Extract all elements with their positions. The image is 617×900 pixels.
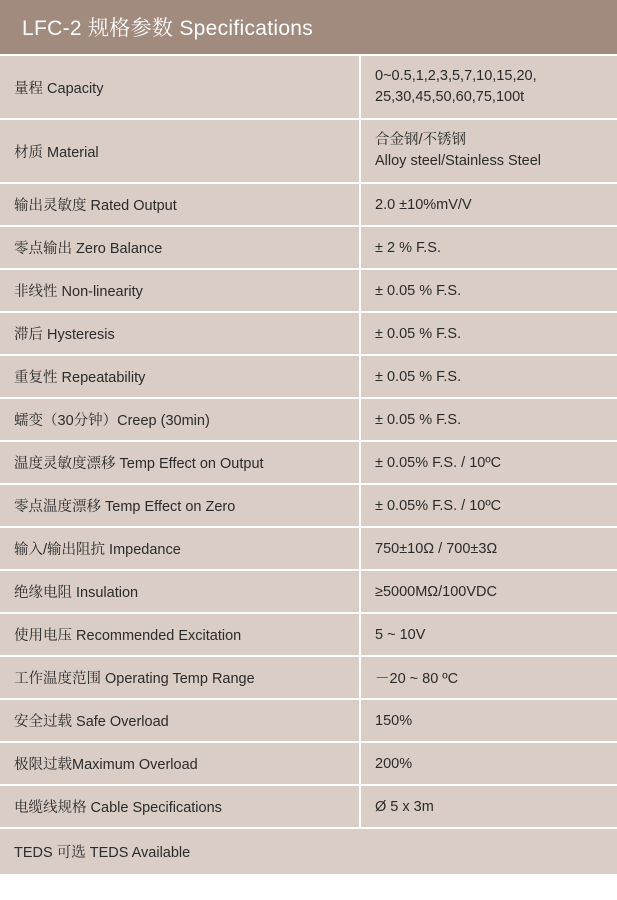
spec-value: 5 ~ 10V	[361, 612, 617, 655]
spec-label: 输出灵敏度 Rated Output	[0, 182, 361, 225]
table-row	[0, 698, 617, 741]
table-row	[0, 54, 617, 118]
table-row	[0, 483, 617, 526]
table-row	[0, 526, 617, 569]
spec-label: 材质 Material	[0, 118, 361, 182]
spec-label: 输入/输出阻抗 Impedance	[0, 526, 361, 569]
spec-label: 绝缘电阻 Insulation	[0, 569, 361, 612]
spec-value: ± 0.05 % F.S.	[361, 268, 617, 311]
spec-value: 750±10Ω / 700±3Ω	[361, 526, 617, 569]
spec-value: ± 0.05% F.S. / 10ºC	[361, 483, 617, 526]
spec-label: 零点输出 Zero Balance	[0, 225, 361, 268]
spec-label: 零点温度漂移 Temp Effect on Zero	[0, 483, 361, 526]
spec-value-line: 合金钢/不锈钢	[375, 132, 467, 149]
table-footer-row	[0, 827, 617, 874]
spec-label: 非线性 Non-linearity	[0, 268, 361, 311]
spec-label: 工作温度范围 Operating Temp Range	[0, 655, 361, 698]
spec-value-line: 0~0.5,1,2,3,5,7,10,15,20,	[375, 68, 537, 84]
table-title-row	[0, 0, 617, 54]
table-row	[0, 612, 617, 655]
table-row	[0, 311, 617, 354]
spec-value-line: 25,30,45,50,60,75,100t	[375, 89, 525, 106]
spec-label: 重复性 Repeatability	[0, 354, 361, 397]
spec-value-line: Alloy steel/Stainless Steel	[375, 153, 542, 170]
table-row	[0, 268, 617, 311]
table-row	[0, 569, 617, 612]
spec-label: 温度灵敏度漂移 Temp Effect on Output	[0, 440, 361, 483]
table-row	[0, 741, 617, 784]
table-row	[0, 118, 617, 182]
spec-value	[361, 118, 617, 182]
spec-value: ± 0.05% F.S. / 10ºC	[361, 440, 617, 483]
spec-label: 滞后 Hysteresis	[0, 311, 361, 354]
spec-label: 极限过载Maximum Overload	[0, 741, 361, 784]
spec-value	[361, 54, 617, 118]
teds-note: TEDS 可选 TEDS Available	[0, 827, 617, 874]
spec-label: 安全过载 Safe Overload	[0, 698, 361, 741]
spec-value: ± 0.05 % F.S.	[361, 354, 617, 397]
table-row	[0, 655, 617, 698]
spec-label: 蠕变（30分钟）Creep (30min)	[0, 397, 361, 440]
spec-value: 2.0 ±10%mV/V	[361, 182, 617, 225]
table-row	[0, 225, 617, 268]
spec-label: 电缆线规格 Cable Specifications	[0, 784, 361, 827]
spec-value: ± 0.05 % F.S.	[361, 311, 617, 354]
spec-value: ≥5000MΩ/100VDC	[361, 569, 617, 612]
spec-value: ± 2 % F.S.	[361, 225, 617, 268]
spec-label: 量程 Capacity	[0, 54, 361, 118]
page-title: LFC-2 规格参数 Specifications	[0, 0, 617, 54]
table-row	[0, 354, 617, 397]
spec-value: ± 0.05 % F.S.	[361, 397, 617, 440]
spec-value: 150%	[361, 698, 617, 741]
spec-label: 使用电压 Recommended Excitation	[0, 612, 361, 655]
spec-value: 200%	[361, 741, 617, 784]
table-row	[0, 397, 617, 440]
spec-value: Ø 5 x 3m	[361, 784, 617, 827]
table-row	[0, 784, 617, 827]
spec-value: －20 ~ 80 ºC	[361, 655, 617, 698]
table-row	[0, 182, 617, 225]
table-row	[0, 440, 617, 483]
